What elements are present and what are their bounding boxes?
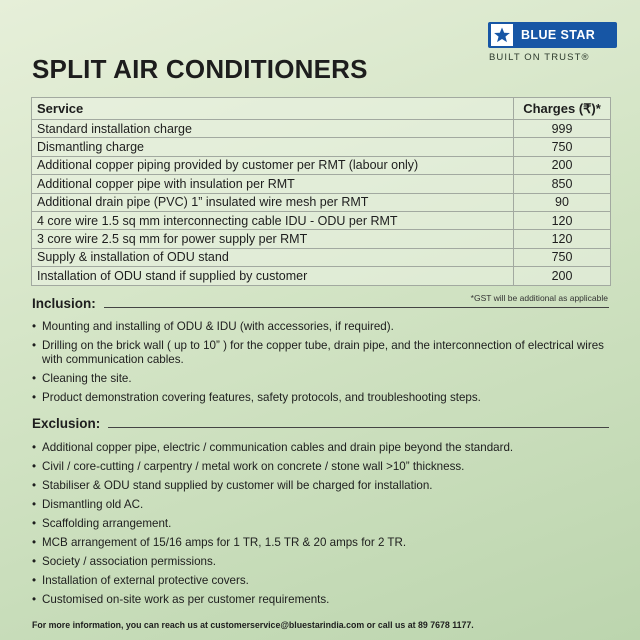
service-cell: 3 core wire 2.5 sq mm for power supply per RMT <box>32 230 514 248</box>
star-icon <box>491 24 513 46</box>
inclusion-divider <box>104 307 609 308</box>
service-cell: Additional drain pipe (PVC) 1” insulated wire mesh per RMT <box>32 193 514 211</box>
inclusion-heading-text: Inclusion: <box>32 296 96 311</box>
list-item: • Dismantling old AC. <box>32 498 617 512</box>
table-row <box>32 267 611 285</box>
inclusion-list <box>32 320 617 410</box>
table-row <box>32 248 611 266</box>
brand-logo <box>488 22 617 63</box>
charge-cell: 850 <box>514 175 611 193</box>
table-row <box>32 175 611 193</box>
list-item: • Installation of external protective covers. <box>32 574 617 588</box>
list-item: • Product demonstration covering features, safety protocols, and troubleshooting steps. <box>32 391 617 405</box>
list-item: • Society / association permissions. <box>32 555 617 569</box>
service-charges-table <box>31 97 611 286</box>
exclusion-divider <box>108 427 609 428</box>
service-column-header: Service <box>32 98 514 120</box>
service-cell: 4 core wire 1.5 sq mm interconnecting cable IDU - ODU per RMT <box>32 211 514 229</box>
gst-note: *GST will be additional as applicable <box>470 293 608 303</box>
brand-logo-box <box>488 22 617 48</box>
charge-cell: 120 <box>514 230 611 248</box>
exclusion-heading-text: Exclusion: <box>32 416 101 431</box>
charge-cell: 200 <box>514 156 611 174</box>
list-item: • Mounting and installing of ODU & IDU (with accessories, if required). <box>32 320 617 334</box>
charge-cell: 200 <box>514 267 611 285</box>
exclusion-list <box>32 441 617 612</box>
list-item: • MCB arrangement of 15/16 amps for 1 TR, 1.5 TR & 20 amps for 2 TR. <box>32 536 617 550</box>
brand-tagline: BUILT ON TRUST® <box>489 52 590 63</box>
service-cell: Additional copper piping provided by customer per RMT (labour only) <box>32 156 514 174</box>
charge-cell: 750 <box>514 138 611 156</box>
contact-footer: For more information, you can reach us at customerservice@bluestarindia.com or call us at 89 7678 1177. <box>32 620 474 630</box>
list-item: • Civil / core-cutting / carpentry / metal work on concrete / stone wall >10” thickness. <box>32 460 617 474</box>
service-cell: Installation of ODU stand if supplied by customer <box>32 267 514 285</box>
service-cell: Supply & installation of ODU stand <box>32 248 514 266</box>
brand-name: BLUE STAR <box>521 28 596 42</box>
list-item: • Cleaning the site. <box>32 372 617 386</box>
service-cell: Additional copper pipe with insulation per RMT <box>32 175 514 193</box>
list-item: • Additional copper pipe, electric / communication cables and drain pipe beyond the standard. <box>32 441 617 455</box>
charge-cell: 120 <box>514 211 611 229</box>
inclusion-heading <box>32 296 609 311</box>
table-row <box>32 120 611 138</box>
charge-cell: 999 <box>514 120 611 138</box>
table-row <box>32 211 611 229</box>
list-item: • Scaffolding arrangement. <box>32 517 617 531</box>
list-item: • Drilling on the brick wall ( up to 10” ) for the copper tube, drain pipe, and the interconnection of electrical wires with communication cables. <box>32 339 617 367</box>
list-item: • Stabiliser & ODU stand supplied by customer will be charged for installation. <box>32 479 617 493</box>
table-header-row <box>32 98 611 120</box>
exclusion-heading <box>32 416 609 431</box>
list-item: • Customised on-site work as per customer requirements. <box>32 593 617 607</box>
table-row <box>32 193 611 211</box>
table-row <box>32 230 611 248</box>
charges-column-header: Charges (₹)* <box>514 98 611 120</box>
table-row <box>32 156 611 174</box>
charge-cell: 90 <box>514 193 611 211</box>
service-cell: Standard installation charge <box>32 120 514 138</box>
page-title: SPLIT AIR CONDITIONERS <box>32 54 368 84</box>
table-row <box>32 138 611 156</box>
charge-cell: 750 <box>514 248 611 266</box>
service-cell: Dismantling charge <box>32 138 514 156</box>
